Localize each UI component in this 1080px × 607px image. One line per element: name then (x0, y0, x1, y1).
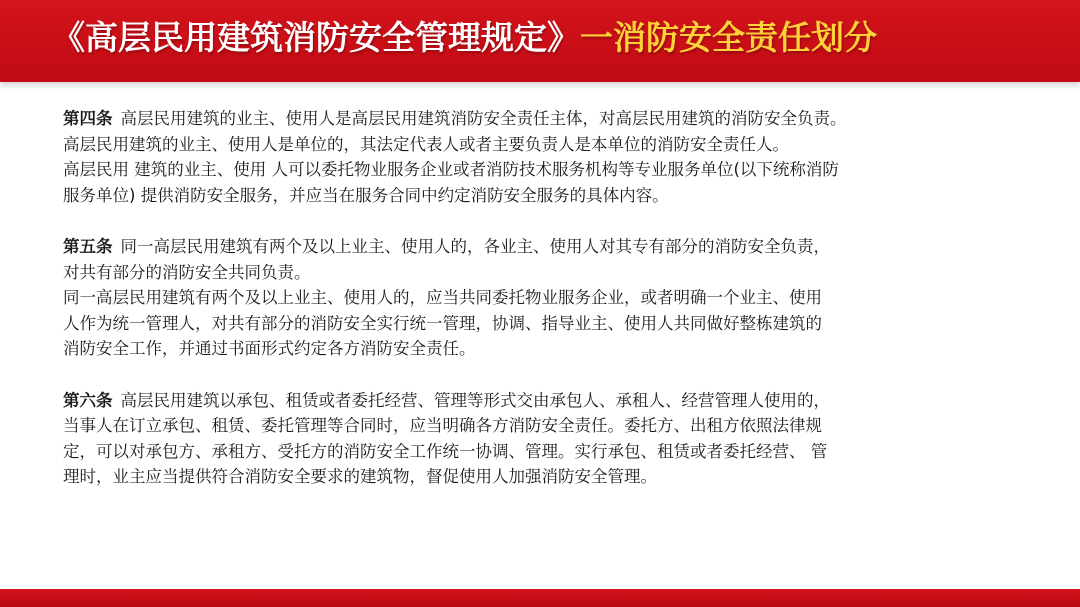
article-label: 第四条 (63, 109, 113, 128)
article-5 (63, 234, 1038, 362)
article-4 (63, 106, 1038, 208)
paragraph-line: 消防安全工作，并通过书面形式约定各方消防安全责任。 (63, 339, 476, 358)
title-sub: 一消防安全责任划分 (580, 18, 877, 57)
paragraph-line: 人作为统一管理人，对共有部分的消防安全实行统一管理，协调、指导业主、使用人共同做好整栋建筑的 (63, 313, 822, 333)
article-label: 第六条 (63, 390, 113, 410)
paragraph-line: 高层民用 建筑的业主、使用 人可以委托物业服务企业或者消防技术服务机构等专业服务单位(以下统称消防 (63, 160, 839, 179)
paragraph-line: 同一高层民用建筑有两个及以上业主、使用人的，应当共同委托物业服务企业，或者明确一个业主、使用 (63, 288, 822, 307)
title-main: 《高层民用建筑消防安全管理规定》 (52, 18, 580, 57)
article-6 (63, 388, 1038, 490)
paragraph-line (63, 388, 1038, 414)
paragraph-line: 理时，业主应当提供符合消防安全要求的建筑物，督促使用人加强消防安全管理。 (63, 467, 657, 486)
header-banner (0, 0, 1080, 82)
article-body (63, 106, 1038, 490)
paragraph-line: 服务单位) 提供消防安全服务，并应当在服务合同中约定消防安全服务的具体内容。 (63, 185, 669, 205)
paragraph-line: 高层民用建筑的业主、使用人是单位的，其法定代表人或者主要负责人是本单位的消防安全责任人。 (63, 134, 789, 154)
line-text: 高层民用建筑以承包、租赁或者委托经营、管理等形式交由承包人、承租人、经营管理人使用的， (120, 390, 830, 410)
paragraph-line (63, 234, 1038, 260)
line-text: 高层民用建筑的业主、使用人是高层民用建筑消防安全责任主体，对高层民用建筑的消防安全负责。 (120, 109, 847, 128)
footer-bar (0, 589, 1080, 607)
line-text: 同一高层民用建筑有两个及以上业主、使用人的，各业主、使用人对其专有部分的消防安全负责， (120, 237, 830, 256)
page-title (52, 16, 877, 60)
paragraph-line: 当事人在订立承包、租赁、委托管理等合同时，应当明确各方消防安全责任。委托方、出租方依照法律规 (63, 416, 822, 435)
paragraph-line: 对共有部分的消防安全共同负责。 (63, 262, 311, 282)
paragraph-line: 定，可以对承包方、承租方、受托方的消防安全工作统一协调、管理。实行承包、租赁或者委托经营、 管 (63, 441, 828, 461)
paragraph-line (63, 106, 1038, 132)
article-label: 第五条 (63, 237, 113, 256)
